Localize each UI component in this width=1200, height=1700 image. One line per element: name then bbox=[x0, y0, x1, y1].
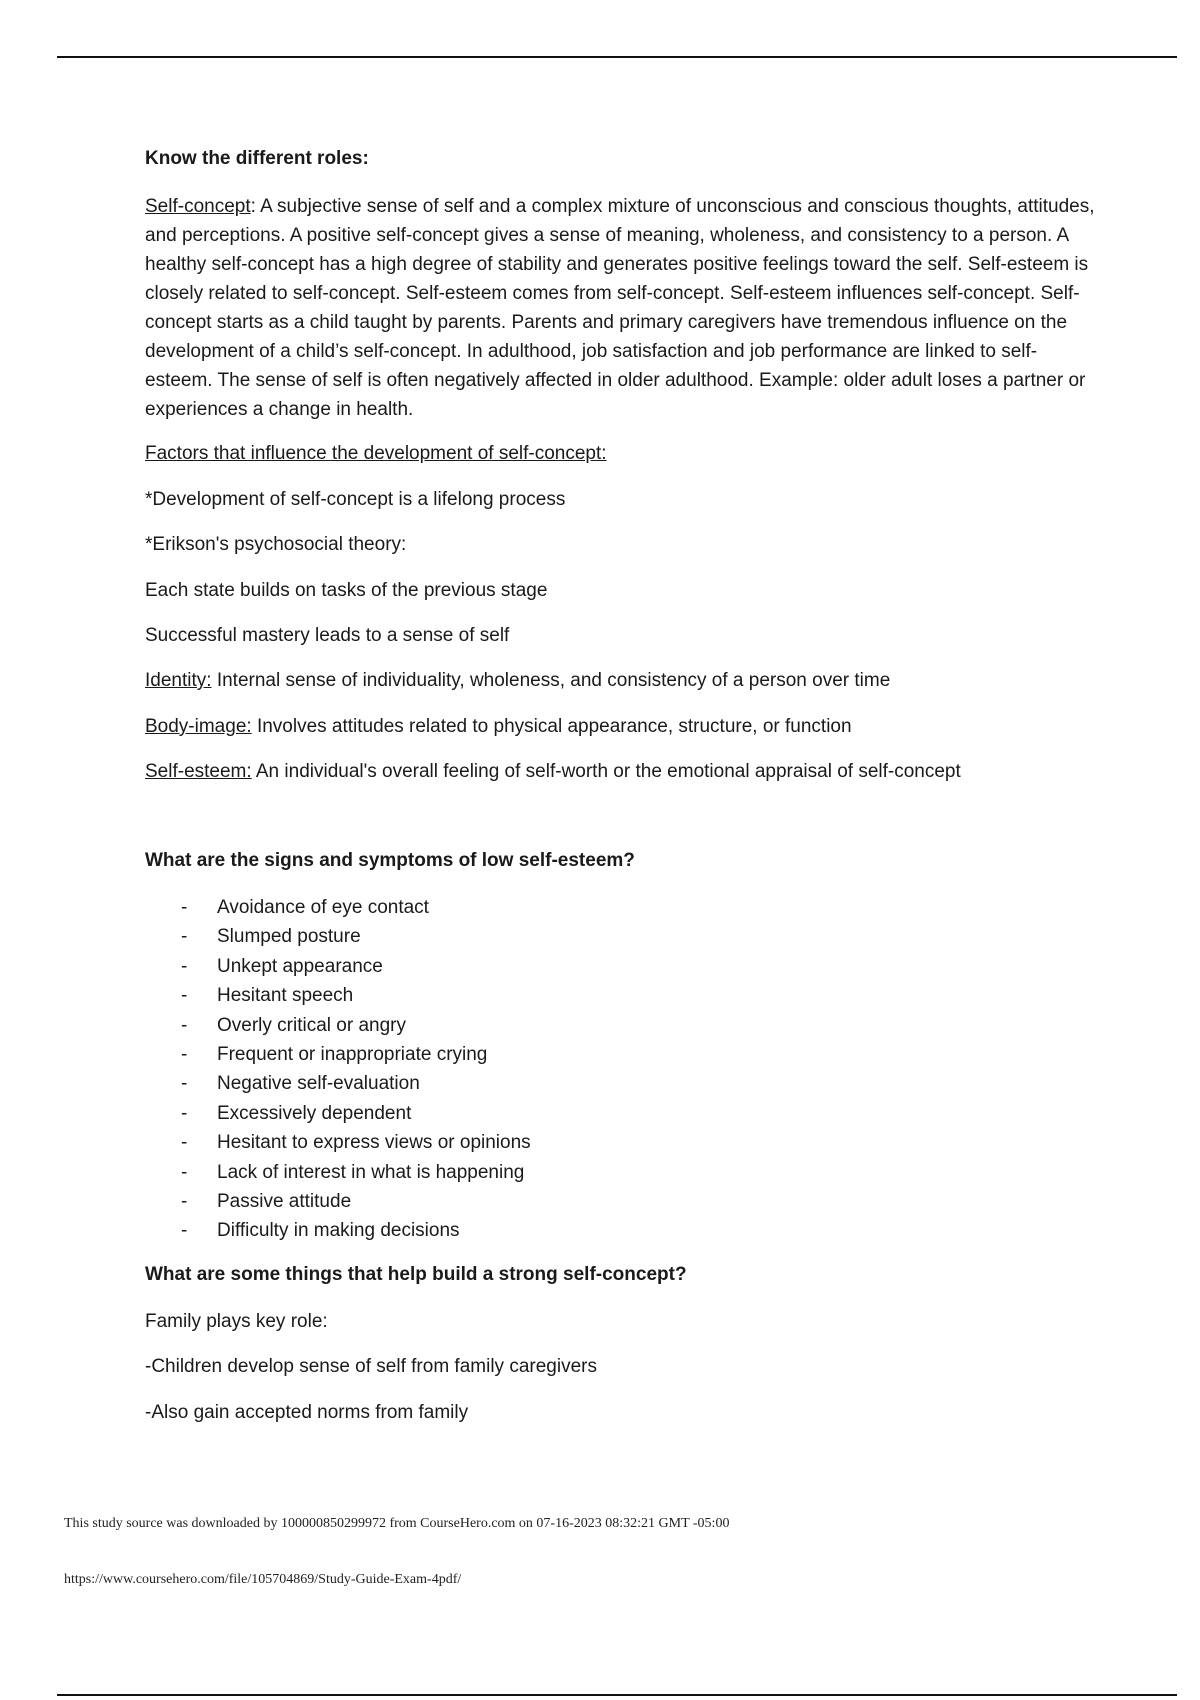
bullet-dash: - bbox=[181, 1073, 188, 1095]
build-heading: What are some things that help build a strong self-concept? bbox=[145, 1264, 687, 1285]
body-image-text: Involves attitudes related to physical appearance, structure, or function bbox=[251, 716, 852, 737]
list-item-text: Unkept appearance bbox=[217, 955, 383, 977]
list-item bbox=[145, 1011, 531, 1040]
identity-definition bbox=[145, 666, 890, 695]
build-line: Family plays key role: bbox=[145, 1311, 328, 1332]
list-item-text: Slumped posture bbox=[217, 926, 361, 948]
list-item-text: Avoidance of eye contact bbox=[217, 897, 429, 918]
self-concept-paragraph bbox=[145, 192, 1095, 424]
bullet-dash: - bbox=[181, 1161, 188, 1183]
body-image-definition bbox=[145, 712, 852, 741]
bullet-dash: - bbox=[181, 1043, 188, 1065]
self-esteem-term: Self-esteem: bbox=[145, 761, 252, 782]
list-item bbox=[145, 1040, 531, 1069]
bullet-dash: - bbox=[181, 955, 188, 977]
list-item-text: Frequent or inappropriate crying bbox=[217, 1043, 488, 1065]
body-image-term: Body-image: bbox=[145, 716, 252, 737]
list-item bbox=[145, 1099, 531, 1128]
bullet-dash: - bbox=[181, 1132, 188, 1154]
list-item-text: Hesitant to express views or opinions bbox=[217, 1132, 531, 1154]
list-item bbox=[145, 1187, 531, 1216]
bottom-rule bbox=[57, 1694, 1177, 1696]
list-item bbox=[145, 981, 531, 1010]
self-concept-definition: : A subjective sense of self and a complex mixture of unconscious and conscious thoughts, attitudes, and perceptions. A positive self-concept gives a sense of meaning, wholeness, and consistency to a person. A healthy self-concept has a high degree of stability and generates positive feelings toward the self. Self-esteem is closely related to self-concept. Self-esteem comes from self-concept. Self-esteem influences self-concept. Self-concept starts as a child taught by parents. Parents and primary caregivers have tremendous influence on the development of a child’s self-concept. In adulthood, job satisfaction and job performance are linked to self-esteem. The sense of self is often negatively affected in older adulthood. Example: older adult loses a partner or experiences a change in health. bbox=[145, 196, 1095, 420]
list-item bbox=[145, 1216, 531, 1245]
source-url: https://www.coursehero.com/file/105704869/Study-Guide-Exam-4pdf/ bbox=[64, 1572, 462, 1587]
list-item-text: Hesitant speech bbox=[217, 985, 354, 1007]
build-line: -Children develop sense of self from family caregivers bbox=[145, 1356, 597, 1377]
self-concept-term: Self-concept bbox=[145, 196, 251, 217]
self-esteem-text: An individual's overall feeling of self-worth or the emotional appraisal of self-concept bbox=[251, 761, 961, 782]
list-item-text: Difficulty in making decisions bbox=[217, 1220, 460, 1242]
list-item-text: Lack of interest in what is happening bbox=[217, 1161, 525, 1183]
factor-line: *Erikson's psychosocial theory: bbox=[145, 534, 407, 555]
factor-line: Successful mastery leads to a sense of self bbox=[145, 625, 510, 646]
list-item bbox=[145, 952, 531, 981]
identity-text: Internal sense of individuality, wholeness, and consistency of a person over time bbox=[211, 670, 891, 691]
list-item bbox=[145, 1158, 531, 1187]
identity-term: Identity: bbox=[145, 670, 212, 691]
source-notice: This study source was downloaded by 100000850299972 from CourseHero.com on 07-16-2023 08:32:21 GMT -05:00 bbox=[64, 1516, 730, 1531]
bullet-dash: - bbox=[181, 1190, 188, 1212]
bullet-dash: - bbox=[181, 1014, 188, 1036]
bullet-dash: - bbox=[181, 985, 188, 1007]
list-item bbox=[145, 893, 531, 922]
bullet-dash: - bbox=[181, 897, 188, 918]
top-rule bbox=[57, 56, 1177, 58]
list-item-text: Negative self-evaluation bbox=[217, 1073, 420, 1095]
bullet-dash: - bbox=[181, 926, 188, 948]
signs-list bbox=[145, 893, 531, 1246]
build-line: -Also gain accepted norms from family bbox=[145, 1402, 469, 1423]
list-item bbox=[145, 1069, 531, 1098]
factor-line: *Development of self-concept is a lifelong process bbox=[145, 489, 566, 510]
list-item-text: Excessively dependent bbox=[217, 1102, 412, 1124]
list-item-text: Passive attitude bbox=[217, 1190, 352, 1212]
roles-heading: Know the different roles: bbox=[145, 148, 369, 169]
bullet-dash: - bbox=[181, 1102, 188, 1124]
list-item bbox=[145, 922, 531, 951]
factors-heading: Factors that influence the development of self-concept: bbox=[145, 443, 607, 464]
self-esteem-definition bbox=[145, 757, 961, 786]
list-item-text: Overly critical or angry bbox=[217, 1014, 406, 1036]
list-item bbox=[145, 1128, 531, 1157]
signs-heading: What are the signs and symptoms of low self-esteem? bbox=[145, 850, 635, 871]
bullet-dash: - bbox=[181, 1220, 188, 1242]
factor-line: Each state builds on tasks of the previous stage bbox=[145, 580, 548, 601]
